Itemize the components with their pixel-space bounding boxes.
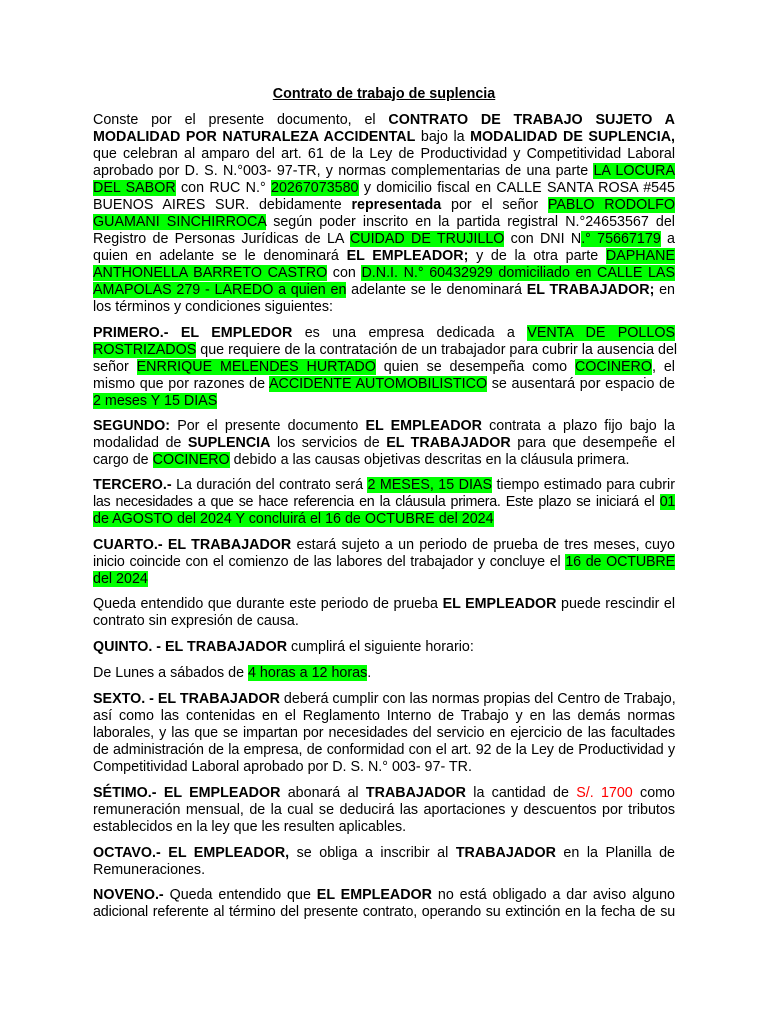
clause-sexto-line [93, 759, 675, 776]
clause-segundo-line [93, 435, 675, 452]
highlighted-text: COCINERO [574, 359, 653, 375]
bold-text: MODALIDAD POR NATURALEZA ACCIDENTAL [93, 129, 416, 145]
clause-setimo-line [93, 819, 675, 836]
clause-heading: SÉTIMO.- EL EMPLEADOR [93, 785, 281, 801]
highlighted-text: 2 MESES, 15 DIAS [367, 477, 493, 493]
text: Queda entendido que durante este periodo de prueba [93, 596, 443, 612]
text: bajo la [415, 129, 471, 145]
text: Registro de Personas Jurídicas de LA [93, 231, 350, 247]
text: que celebran al amparo del art. 61 de la Ley de Productividad y Competitividad Laboral [93, 146, 675, 162]
text: puede rescindir el [556, 596, 676, 612]
clause-octavo-line [93, 845, 675, 862]
text: la cantidad de [465, 785, 577, 801]
clause-sexto-line [93, 742, 675, 759]
clause-heading: SEGUNDO: [93, 418, 171, 434]
intro-line [93, 112, 675, 129]
intro-line [93, 197, 675, 214]
highlighted-text: ROSTRIZADOS [93, 342, 197, 358]
highlighted-text: AMAPOLAS 279 - LAREDO a quien en [93, 282, 347, 298]
clause-heading: PRIMERO.- EL EMPLEDOR [93, 325, 293, 341]
clause-primero-line [93, 376, 675, 393]
text: quien en adelante se le denominará [93, 248, 347, 264]
intro-line [93, 231, 675, 248]
text: cumplirá el siguiente horario: [287, 639, 474, 655]
text: señor [93, 359, 137, 375]
text: de administración de la empresa, de conformidad con el art. 92 de la Ley de Productividad y [93, 742, 675, 758]
clause-primero-line [93, 325, 675, 342]
clause-segundo-line [93, 418, 675, 435]
text: inicio coincide con el comienzo de las labores del trabajador y concluye el [93, 554, 566, 570]
text: Conste por el presente documento, el [93, 112, 389, 128]
highlighted-text: CUIDAD DE TRUJILLO [349, 231, 505, 247]
clause-noveno-line [93, 904, 675, 921]
text: con RUC N.° [175, 180, 272, 196]
clause-noveno-line [93, 887, 675, 904]
intro-line [93, 180, 675, 197]
clause-cuarto-line [93, 537, 675, 554]
document-title: Contrato de trabajo de suplencia [272, 86, 496, 102]
highlighted-text: de AGOSTO del 2024 Y concluirá el 16 de OCTUBRE del 2024 [93, 511, 494, 527]
highlighted-text: ENRRIQUE MELENDES HURTADO [136, 359, 376, 375]
salary-amount: S/. 1700 [576, 785, 633, 801]
bold-text: EL EMPLEADOR [442, 596, 557, 612]
text: adelante se le denominará [346, 282, 527, 298]
text: abonará al [280, 785, 366, 801]
clause-sexto-line [93, 691, 675, 708]
highlighted-text: 01 [659, 494, 675, 510]
clause-heading: NOVENO.- [93, 887, 164, 903]
clause-heading: SEXTO. - EL TRABAJADOR [93, 691, 280, 707]
text: los servicios de [270, 435, 387, 451]
clause-primero-line [93, 342, 678, 359]
clause-primero-line [93, 393, 675, 410]
text: tiempo estimado para cubrir [492, 477, 675, 493]
highlighted-text: ANTHONELLA BARRETO CASTRO [93, 265, 328, 281]
highlighted-text: VENTA DE POLLOS [527, 325, 675, 341]
clause-octavo-line [93, 862, 675, 879]
bold-text: representada [351, 197, 442, 213]
bold-text: EL TRABAJADOR; [526, 282, 655, 298]
intro-line [93, 248, 675, 265]
text: Queda entendido que [163, 887, 317, 903]
highlighted-text: 4 horas a 12 horas [248, 665, 368, 681]
clause-cuarto-line [93, 571, 675, 588]
highlighted-text: 20267073580 [271, 180, 359, 196]
highlighted-text: LA LOCURA [593, 163, 675, 179]
clause-sexto-line [93, 725, 675, 742]
intro-line [93, 299, 675, 316]
intro-line [93, 163, 675, 180]
clause-tercero-line [93, 511, 675, 528]
intro-line [93, 265, 675, 282]
highlighted-text: GUAMANI SINCHIRROCA [93, 214, 267, 230]
bold-text: TRABAJADOR [455, 845, 556, 861]
intro-line [93, 129, 675, 146]
clause-cuarto-line [93, 554, 675, 571]
text: aprobado por D. S. N.°003- 97-TR, y normas complementarias de una parte [93, 163, 594, 179]
text: debido a las causas objetivas descritas en la cláusula primera. [229, 452, 630, 468]
text: adicional referente al término del presente contrato, operando su extinción en la fecha de su [93, 904, 675, 920]
text: mismo que por razones de [93, 376, 269, 392]
intro-line [93, 282, 675, 299]
clause-setimo-line [93, 802, 675, 819]
bold-text: TRABAJADOR [365, 785, 466, 801]
text: se ausentará por espacio de [487, 376, 675, 392]
text: cargo de [93, 452, 153, 468]
text: y de la otra parte [468, 248, 606, 264]
text: que requiere de la contratación de un trabajador para cubrir la ausencia del [196, 342, 678, 358]
schedule-line [93, 665, 675, 682]
clause-quinto-line [93, 639, 675, 656]
clause-tercero-line [93, 494, 675, 511]
clause-heading: CUARTO.- EL TRABAJADOR [93, 537, 292, 553]
text: Competitividad Laboral aprobado por D. S. N.° 003- 97- TR. [93, 759, 472, 775]
text: remuneración mensual, de la cual se deducirá las aportaciones y descuentos por tributos [93, 802, 675, 818]
highlighted-text: ACCIDENTE AUTOMOBILISTICO [268, 376, 488, 392]
text: , el [652, 359, 675, 375]
text: La duración del contrato será [171, 477, 368, 493]
text: establecidos en la ley que les resulten aplicables. [93, 819, 407, 835]
text: estará sujeto a un periodo de prueba de tres meses, cuyo [291, 537, 675, 553]
text: a [660, 231, 675, 247]
text: las necesidades a que se hace referencia en la cláusula primera. Este plazo se iniciará el [93, 494, 660, 510]
probation-line [93, 613, 675, 630]
highlighted-text: D.N.I. N.° 60432929 domiciliado en CALLE LAS [361, 265, 675, 281]
text: y domicilio fiscal en CALLE SANTA ROSA #545 [358, 180, 676, 196]
text: en [654, 282, 676, 298]
bold-text: EL EMPLEADOR [365, 418, 482, 434]
bold-text: CONTRATO DE TRABAJO SUJETO A [388, 112, 675, 128]
clause-heading: OCTAVO.- EL EMPLEADOR, [93, 845, 290, 861]
highlighted-text: DEL SABOR [93, 180, 176, 196]
text: quien se desempeña como [375, 359, 575, 375]
text: contrata a plazo fijo bajo la [481, 418, 676, 434]
clause-primero-line [93, 359, 675, 376]
text: como [632, 785, 676, 801]
text: no está obligado a dar aviso alguno [432, 887, 676, 903]
clause-setimo-line [93, 785, 675, 802]
bold-text: EL EMPLEADOR; [346, 248, 469, 264]
clause-tercero-line [93, 477, 675, 494]
clause-heading: QUINTO. - EL TRABAJADOR [93, 639, 288, 655]
text: por el señor [441, 197, 548, 213]
highlighted-text: COCINERO [152, 452, 230, 468]
clause-sexto-line [93, 708, 675, 725]
clause-heading: TERCERO.- [93, 477, 172, 493]
text: Remuneraciones. [93, 862, 206, 878]
text: para que desempeñe el [510, 435, 676, 451]
highlighted-text: PABLO RODOLFO [547, 197, 675, 213]
text: se obliga a inscribir al [289, 845, 456, 861]
text: los términos y condiciones siguientes: [93, 299, 333, 315]
bold-text: MODALIDAD DE SUPLENCIA, [470, 129, 676, 145]
highlighted-text: 16 de OCTUBRE [565, 554, 675, 570]
text: . [367, 665, 372, 681]
text: deberá cumplir con las normas propias del Centro de Trabajo, [279, 691, 676, 707]
clause-segundo-line [93, 452, 675, 469]
text: con [327, 265, 362, 281]
text: modalidad de [93, 435, 188, 451]
highlighted-text: 2 meses Y 15 DIAS [93, 393, 218, 409]
text: BUENOS AIRES SUR. debidamente [93, 197, 352, 213]
highlighted-text: .° 75667179 [581, 231, 661, 247]
intro-line [93, 146, 675, 163]
bold-text: EL EMPLEADOR [316, 887, 433, 903]
text: Por el presente documento [170, 418, 366, 434]
text: De Lunes a sábados de [93, 665, 248, 681]
text: contrato sin expresión de causa. [93, 613, 299, 629]
highlighted-text: DAPHANE [605, 248, 676, 264]
text: laborales, y las que se impartan por necesidades del servicio en ejercicio de las facultades [93, 725, 675, 741]
text: según poder inscrito en la partida registral N.°24653567 del [266, 214, 675, 230]
text: en la Planilla de [555, 845, 676, 861]
probation-line [93, 596, 675, 613]
intro-line [93, 214, 675, 231]
text: es una empresa dedicada a [292, 325, 528, 341]
text: así como las contenidas en el Reglamento Interno de Trabajo y en las demás normas [93, 708, 675, 724]
text: con DNI N [504, 231, 582, 247]
bold-text: EL TRABAJADOR [386, 435, 511, 451]
highlighted-text: del 2024 [93, 571, 148, 587]
bold-text: SUPLENCIA [187, 435, 271, 451]
